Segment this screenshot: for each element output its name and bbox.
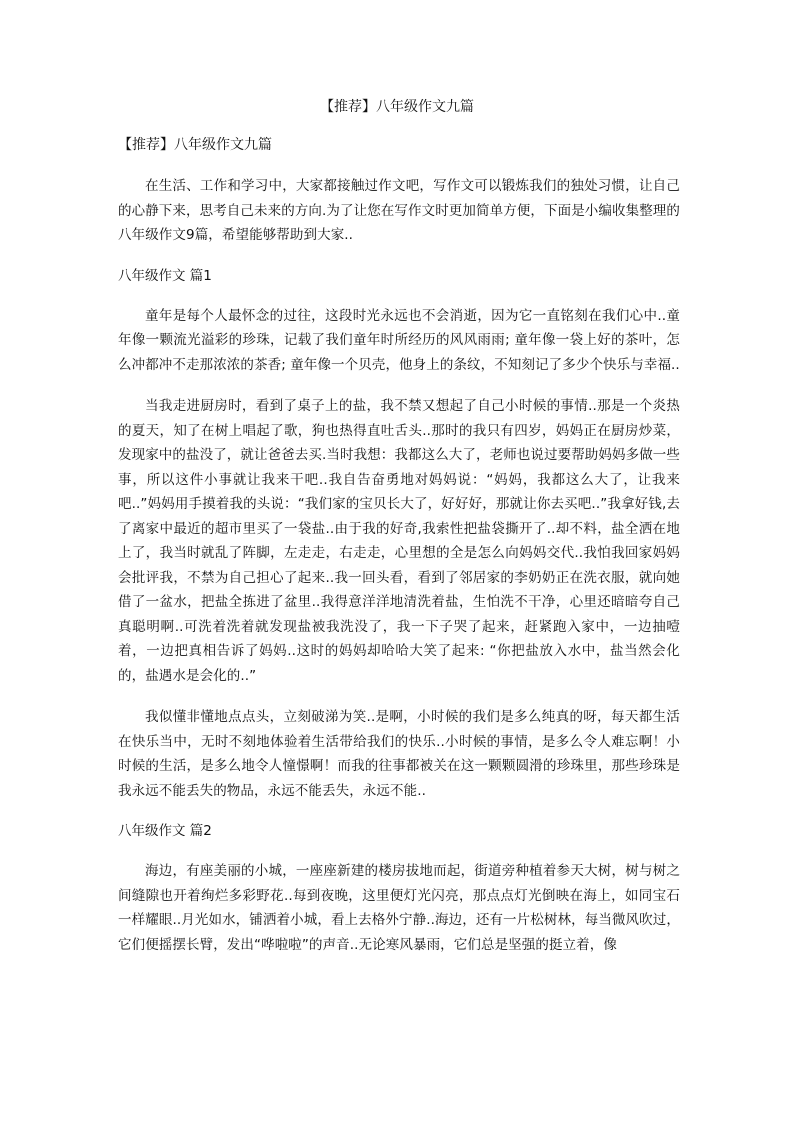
document-title: 【推荐】八年级作文九篇 xyxy=(320,99,474,115)
intro-paragraph: 在生活、工作和学习中，大家都接触过作文吧，写作文可以锻炼我们的独处习惯，让自己的心静下来，思考自己未来的方向.为了让您在写作文时更加简单方便，下面是小编收集整理的八年级作文9篇，希望能够帮助到大家.. xyxy=(118,178,680,243)
document-body xyxy=(118,134,680,974)
section1-paragraph-2: 当我走进厨房时，看到了桌子上的盐，我不禁又想起了自己小时候的事情..那是一个炎热的夏天，知了在树上唱起了歌，狗也热得直吐舌头..那时的我只有四岁，妈妈正在厨房炒菜，发现家中的盐没了，就让爸爸去买.当时我想：我都这么大了，老师也说过要帮助妈妈多做一些事，所以这件小事就让我来干吧..我自告奋勇地对妈妈说：“妈妈，我都这么大了，让我来吧..”妈妈用手摸着我的头说：“我们家的宝贝长大了，好好好，那就让你去买吧..”我拿好钱,去了离家中最近的超市里买了一袋盐..由于我的好奇,我索性把盐袋撕开了..却不料，盐全洒在地上了，我当时就乱了阵脚，左走走，右走走，心里想的全是怎么向妈妈交代..我怕我回家妈妈会批评我，不禁为自己担心了起来..我一回头看，看到了邻居家的李奶奶正在洗衣服，就向她借了一盆水，把盐全拣进了盆里..我得意洋洋地清洗着盐，生怕洗不干净，心里还暗暗夸自己真聪明啊..可洗着洗着就发现盐被我洗没了，我一下子哭了起来，赶紧跑入家中，一边抽噎着，一边把真相告诉了妈妈..这时的妈妈却哈哈大笑了起来: “你把盐放入水中，盐当然会化的，盐遇水是会化的..” xyxy=(118,398,680,684)
document-subtitle: 【推荐】八年级作文九篇 xyxy=(118,137,272,153)
section-heading-1: 八年级作文 篇1 xyxy=(118,267,212,284)
section1-paragraph-1: 童年是每个人最怀念的过往，这段时光永远也不会消逝，因为它一直铭刻在我们心中..童年像一颗流光溢彩的珍珠，记载了我们童年时所经历的风风雨雨; 童年像一袋上好的茶叶，怎么冲都冲不走那浓浓的茶香; 童年像一个贝壳，他身上的条纹，不知刻记了多少个快乐与幸福.. xyxy=(118,307,680,373)
section2-paragraph-1: 海边，有座美丽的小城，一座座新建的楼房拔地而起，街道旁种植着参天大树，树与树之间缝隙也开着绚烂多彩野花..每到夜晚，这里便灯光闪亮，那点点灯光倒映在海上，如同宝石一样耀眼..月光如水，铺洒着小城，看上去格外宁静..海边，还有一片松树林，每当微风吹过，它们便摇摆长臂，发出“哗啦啦”的声音..无论寒风暴雨，它们总是坚强的挺立着，像 xyxy=(118,863,680,953)
section-heading-2: 八年级作文 篇2 xyxy=(118,823,212,839)
section1-paragraph-3: 我似懂非懂地点点头，立刻破涕为笑..是啊，小时候的我们是多么纯真的呀，每天都生活在快乐当中，无时不刻地体验着生活带给我们的快乐..小时候的事情，是多么令人难忘啊！小时候的生活，是多么地令人憧憬啊！而我的往事都被关在这一颗颗圆滑的珍珠里，那些珍珠是我永远不能丢失的物品，永远不能丢失，永远不能.. xyxy=(118,709,680,799)
